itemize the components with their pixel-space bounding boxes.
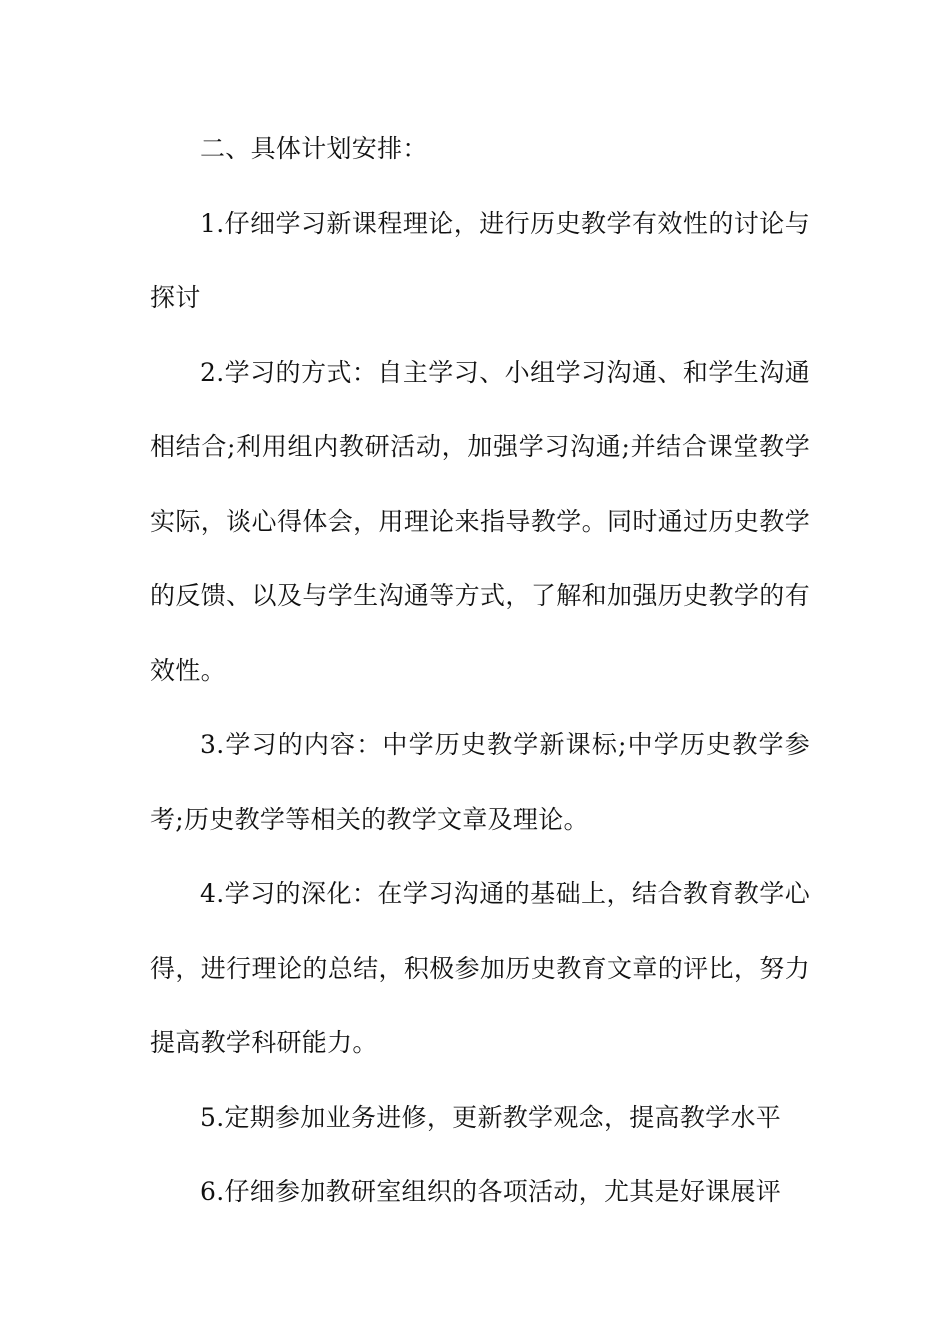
paragraph-item-1: 1.仔细学习新课程理论，进行历史教学有效性的讨论与探讨: [150, 208, 810, 312]
paragraph-item-6: 6.仔细参加教研室组织的各项活动，尤其是好课展评: [200, 1177, 782, 1206]
paragraph-item-3: 3.学习的内容：中学历史教学新课标;中学历史教学参考;历史教学等相关的教学文章及理论。: [150, 730, 810, 834]
paragraph-item-4: 4.学习的深化：在学习沟通的基础上，结合教育教学心得，进行理论的总结，积极参加历史教育文章的评比，努力提高教学科研能力。: [150, 879, 810, 1057]
paragraph-item-2: 2.学习的方式：自主学习、小组学习沟通、和学生沟通相结合;利用组内教研活动，加强学习沟通;并结合课堂教学实际，谈心得体会，用理论来指导教学。同时通过历史教学的反馈、以及与学生沟通等方式，了解和加强历史教学的有效性。: [150, 357, 810, 685]
document-body: [150, 112, 810, 1230]
paragraph-item-5: 5.定期参加业务进修，更新教学观念，提高教学水平: [200, 1102, 782, 1132]
section-heading: 二、具体计划安排：: [200, 134, 428, 163]
